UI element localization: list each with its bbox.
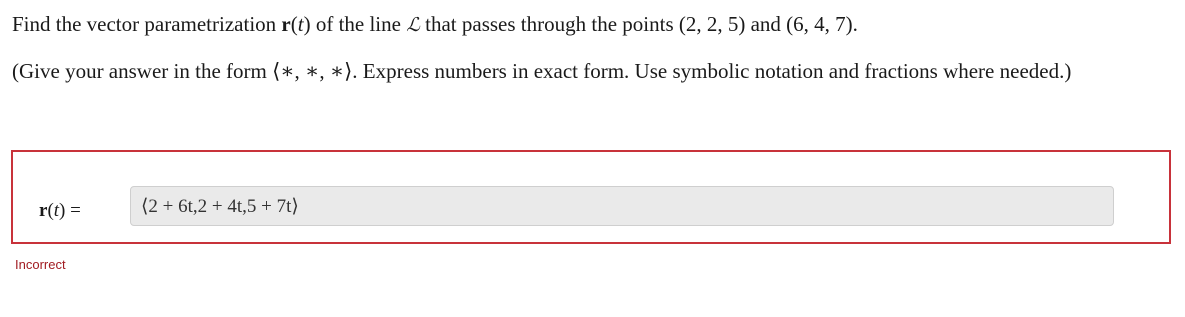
answer-label-r: r	[39, 200, 48, 221]
paren-close: )	[303, 12, 311, 36]
answer-label	[39, 198, 81, 224]
question-part1: Find the vector parametrization	[12, 12, 282, 36]
line-symbol: ℒ	[406, 14, 420, 36]
question-part3: that passes through the points (2, 2, 5) and (6, 4, 7).	[419, 12, 858, 36]
vector-r-symbol: r	[281, 12, 291, 36]
paren-open: (	[290, 12, 298, 36]
feedback-incorrect: Incorrect	[15, 257, 66, 272]
answer-input[interactable]: ⟨2 + 6t,2 + 4t,5 + 7t⟩	[130, 186, 1114, 226]
answer-box	[11, 150, 1171, 244]
answer-label-open: (	[47, 200, 54, 221]
question-text	[12, 10, 858, 39]
instructions-text: (Give your answer in the form ⟨∗, ∗, ∗⟩. Express numbers in exact form. Use symbolic notation and fractions where needed.)	[12, 59, 1072, 83]
parameter-t: t	[297, 12, 304, 36]
question-part2: of the line	[310, 12, 407, 36]
answer-label-close: ) =	[59, 200, 81, 221]
answer-label-t: t	[53, 200, 60, 221]
